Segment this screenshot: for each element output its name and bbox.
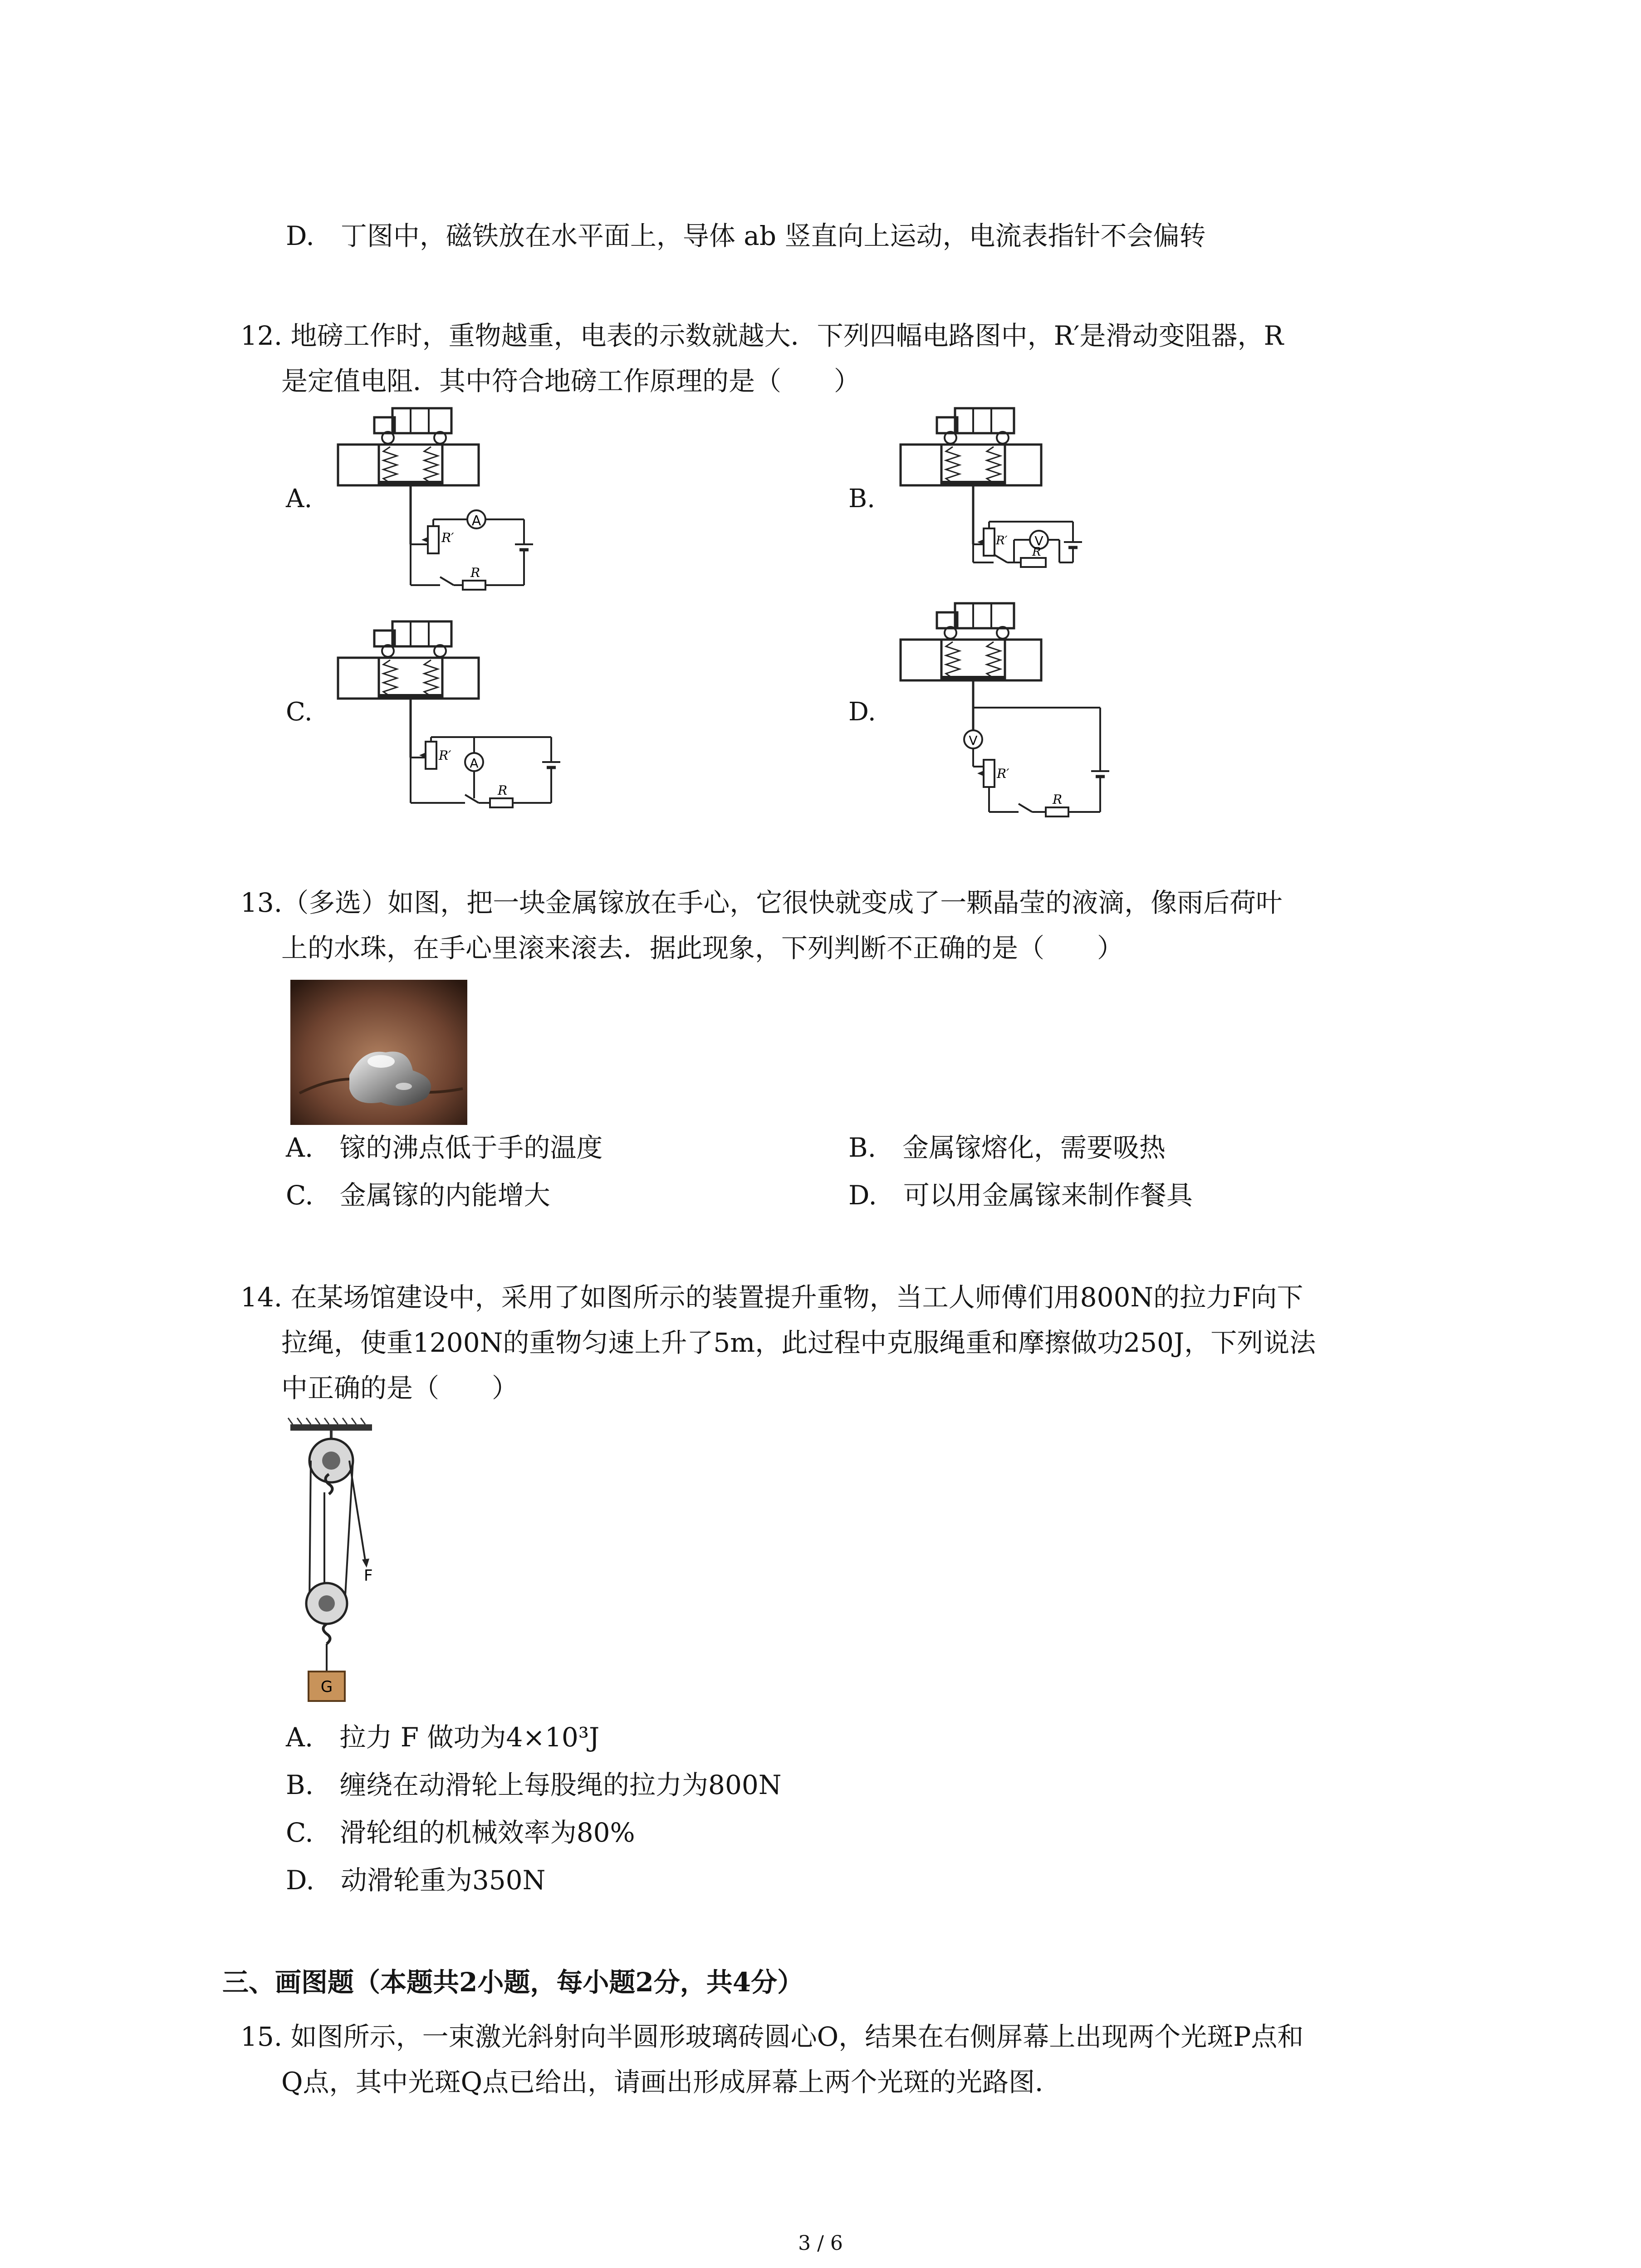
q14-option-a: A. 拉力 F 做功为4×10³J [286,1722,600,1753]
q12-stem-line1: 12. 地磅工作时，重物越重，电表的示数就越大．下列四幅电路图中，R′是滑动变阻器，R [240,320,1284,351]
q15-stem-line2: Q点，其中光斑Q点已给出，请画出形成屏幕上两个光斑的光路图． [281,2067,1062,2097]
section-heading: 三、画图题（本题共2小题，每小题2分，共4分） [222,1967,804,1998]
q14-stem-line2: 拉绳，使重1200N的重物匀速上升了5m，此过程中克服绳重和摩擦做功250J，下列说法 [281,1327,1316,1358]
q12-d-r-label: R [1053,792,1063,807]
q11-option-d: D. 丁图中，磁铁放在水平面上，导体 ab 竖直向上运动，电流表指针不会偏转 [286,220,1206,251]
q12-c-r-label: R [498,783,508,798]
q12-a-r-label: R [470,565,480,580]
q12-label-b: B. [848,484,875,513]
q13-option-d: D. 可以用金属镓来制作餐具 [848,1180,1193,1211]
q14-stem-line3: 中正确的是（ ） [281,1373,519,1403]
q14-option-c: C. 滑轮组的机械效率为80% [286,1817,635,1848]
q13-option-b: B. 金属镓熔化，需要吸热 [848,1132,1166,1163]
q12-circuit-d [901,603,1118,821]
q12-b-meter-label: V [1034,533,1043,548]
q13-stem-line2: 上的水珠，在手心里滚来滚去．据此现象，下列判断不正确的是（ ） [281,933,1124,963]
q14-option-b: B. 缠绕在动滑轮上每股绳的拉力为800N [286,1769,782,1800]
page-number: 3 / 6 [798,2232,843,2255]
q12-circuit-c [338,621,565,821]
q13-option-c: C. 金属镓的内能增大 [286,1180,550,1211]
q12-d-rprime-label: R′ [997,766,1009,781]
q12-c-meter-label: A [470,756,479,771]
q12-c-rprime-label: R′ [439,748,451,763]
q12-a-rprime-label: R′ [441,530,454,545]
gallium-in-hand-photo [290,980,467,1125]
q13-option-a: A. 镓的沸点低于手的温度 [286,1132,603,1163]
q12-label-c: C. [286,697,313,727]
q12-stem-line2: 是定值电阻．其中符合地磅工作原理的是（ ） [281,366,861,396]
q12-circuit-a [338,408,538,608]
q14-stem-line1: 14. 在某场馆建设中，采用了如图所示的装置提升重物，当工人师傅们用800N的拉力F向下 [240,1282,1303,1313]
q12-label-d: D. [848,697,876,727]
q12-label-a: A. [286,484,313,513]
q15-stem-line1: 15. 如图所示，一束激光斜射向半圆形玻璃砖圆心O，结果在右侧屏幕上出现两个光斑P点和 [240,2021,1304,2052]
weight-label: G [320,1678,333,1696]
pulley-force-label: F [364,1567,373,1585]
pulley-system-diagram [286,1424,395,1710]
q14-option-d: D. 动滑轮重为350N [286,1865,546,1896]
q12-a-meter-label: A [471,513,481,529]
q12-b-r-label: R [1032,545,1041,559]
q12-circuit-b [901,408,1100,608]
q12-d-meter-label: V [969,733,978,748]
q12-b-rprime-label: R′ [996,534,1008,547]
q13-stem-line1: 13.（多选）如图，把一块金属镓放在手心，它很快就变成了一颗晶莹的液滴，像雨后荷叶 [240,887,1283,918]
